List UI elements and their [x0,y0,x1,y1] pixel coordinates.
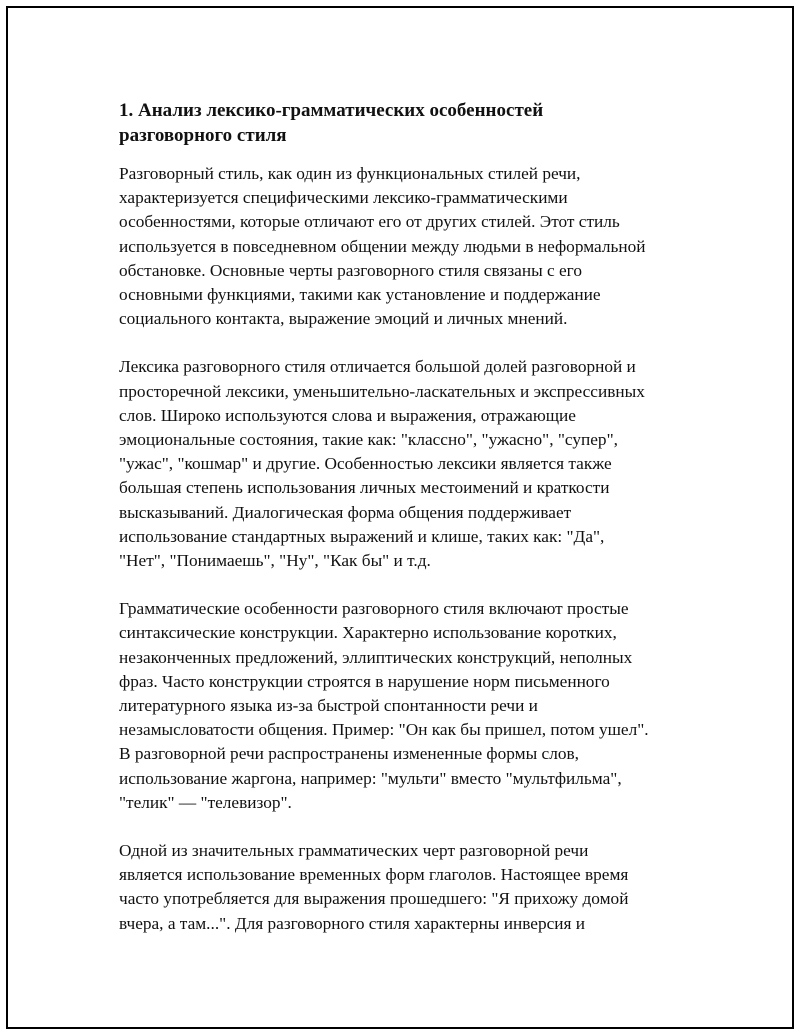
text-line: высказываний. Диалогическая форма общения поддерживает [119,502,572,522]
text-line: "Нет", "Понимаешь", "Ну", "Как бы" и т.д. [119,551,431,571]
paragraph-3 [119,597,689,815]
text-line: является использование временных форм глаголов. Настоящее время [119,865,629,885]
text-line: обстановке. Основные черты разговорного стиля связаны с его [119,260,582,280]
text-line: "ужас", "кошмар" и другие. Особенностью лексики является также [119,454,612,474]
text-line: используется в повседневном общении между людьми в неформальной [119,236,646,256]
paragraph-2 [119,355,689,573]
text-line: вчера, а там...". Для разговорного стиля характерны инверсия и [119,913,586,933]
document-page [6,6,794,1029]
text-line: Разговорный стиль, как один из функциональных стилей речи, [119,164,581,183]
document-body [119,98,689,960]
heading-line: 1. Анализ лексико-грамматических особенностей [119,100,544,121]
text-line: фраз. Часто конструкции строятся в нарушение норм письменного [119,671,610,691]
text-line: часто употребляется для выражения прошедшего: "Я прихожу домой [119,889,629,909]
text-line: В разговорной речи распространены измененные формы слов, [119,744,579,764]
text-line: особенностями, которые отличают его от других стилей. Этот стиль [119,212,620,232]
text-line: Грамматические особенности разговорного стиля включают простые [119,599,629,619]
text-line: Лексика разговорного стиля отличается большой долей разговорной и [119,357,636,377]
paragraph-4 [119,839,689,936]
paragraph-1 [119,162,689,331]
section-heading [119,98,689,148]
text-line: "телик" — "телевизор". [119,792,292,812]
text-line: характеризуется специфическими лексико-грамматическими [119,188,568,208]
text-line: просторечной лексики, уменьшительно-ласкательных и экспрессивных [119,381,645,401]
text-line: незаконченных предложений, эллиптических конструкций, неполных [119,647,633,667]
text-line: использование стандартных выражений и клише, таких как: "Да", [119,526,605,546]
text-line: использование жаргона, например: "мульти" вместо "мультфильма", [119,768,622,788]
text-line: эмоциональные состояния, такие как: "классно", "ужасно", "супер", [119,430,618,450]
text-line: большая степень использования личных местоимений и краткости [119,478,610,498]
text-line: литературного языка из-за быстрой спонтанности речи и [119,696,538,716]
text-line: синтаксические конструкции. Характерно использование коротких, [119,623,617,643]
text-line: незамысловатости общения. Пример: "Он как бы пришел, потом ушел". [119,720,649,740]
text-line: основными функциями, такими как установление и поддержание [119,285,601,305]
text-line: слов. Широко используются слова и выражения, отражающие [119,405,576,425]
text-line: Одной из значительных грамматических черт разговорной речи [119,841,589,861]
heading-line: разговорного стиля [119,125,287,146]
text-line: социального контакта, выражение эмоций и личных мнений. [119,309,568,329]
